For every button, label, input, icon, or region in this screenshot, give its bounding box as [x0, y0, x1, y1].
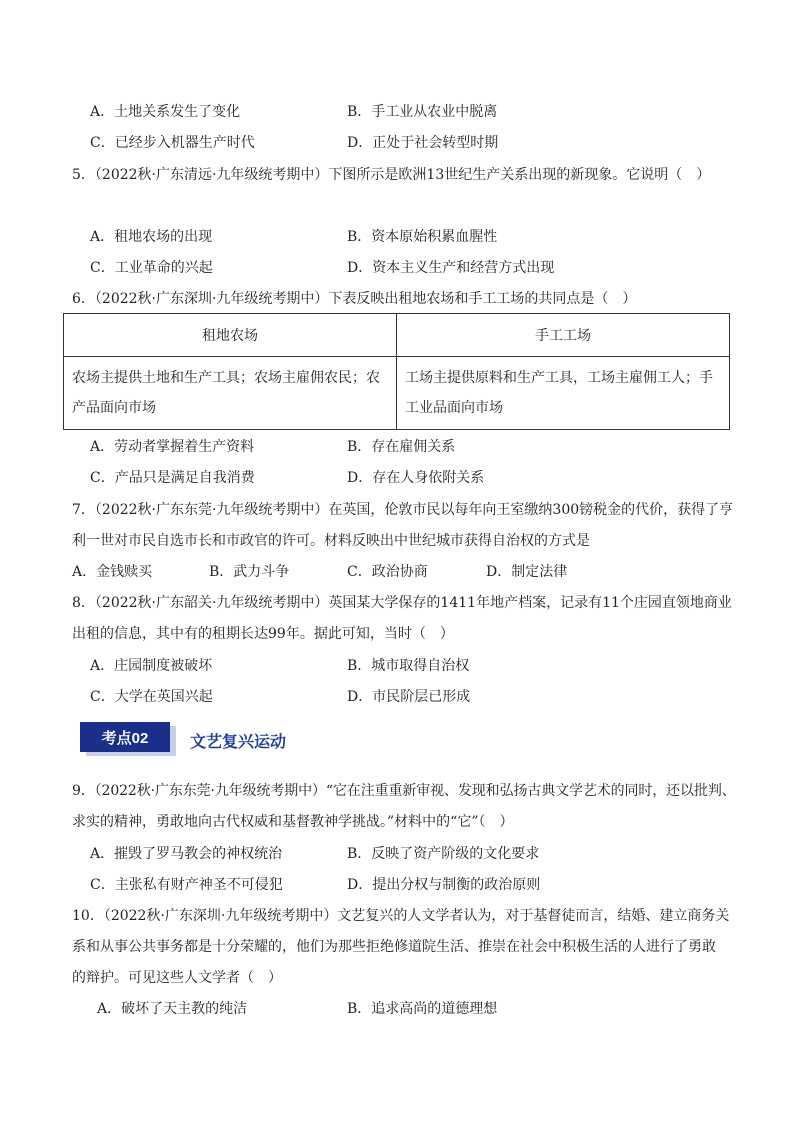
q9-option-a: A．摧毁了罗马教会的神权统治 [90, 846, 283, 862]
q10-stem-line3: 的辩护。可见这些人文学者（ ） [72, 970, 282, 986]
table-header-farm: 租地农场 [64, 314, 397, 357]
q6-option-a: A．劳动者掌握着生产资料 [90, 439, 255, 455]
q4-option-a: A．土地关系发生了变化 [90, 104, 241, 120]
q7-option-d: D．制定法律 [486, 564, 568, 580]
table-header-workshop: 手工工场 [397, 314, 730, 357]
table-cell-workshop: 工场主提供原料和生产工具，工场主雇佣工人；手工业品面向市场 [397, 357, 730, 430]
q4-option-b: B．手工业从农业中脱离 [347, 104, 498, 120]
q7-stem-line2: 利一世对市民自选市长和市政官的许可。材料反映出中世纪城市获得自治权的方式是 [72, 533, 590, 549]
section-badge [80, 722, 176, 756]
section-title: 文艺复兴运动 [190, 732, 287, 751]
section-badge-label: 考点02 [101, 730, 149, 747]
q9-option-c: C．主张私有财产神圣不可侵犯 [90, 877, 283, 893]
q9-stem-line2: 求实的精神，勇敢地向古代权威和基督教神学挑战。”材料中的“它”（ ） [72, 814, 514, 830]
q10-stem-line2: 系和从事公共事务都是十分荣耀的，他们为那些拒绝修道院生活、推崇在社会中积极生活的人进行了勇敢 [72, 939, 716, 955]
q6-stem: 6．（2022秋·广东深圳·九年级统考期中）下表反映出租地农场和手工工场的共同点是（ ） [72, 291, 637, 307]
q9-stem-line1: 9．（2022秋·广东东莞·九年级统考期中）“它在注重重新审视、发现和弘扬古典文学艺术的同时，还以批判、 [72, 783, 736, 799]
q6-option-b: B．存在雇佣关系 [347, 439, 456, 455]
q5-option-d: D．资本主义生产和经营方式出现 [347, 260, 555, 276]
q9-option-d: D．提出分权与制衡的政治原则 [347, 877, 541, 893]
q5-option-a: A．租地农场的出现 [90, 229, 213, 245]
q4-option-d: D．正处于社会转型时期 [347, 135, 499, 151]
q7-stem-line1: 7．（2022秋·广东东莞·九年级统考期中）在英国，伦敦市民以每年向王室缴纳300镑税金的代价，获得了亨 [72, 502, 734, 518]
q7-option-a: A．金钱赎买 [72, 564, 153, 580]
q5-option-b: B．资本原始积累血腥性 [347, 229, 498, 245]
q5-option-c: C．工业革命的兴起 [90, 260, 213, 276]
q8-stem-line2: 出租的信息，其中有的租期长达99年。据此可知，当时（ ） [72, 626, 454, 642]
q8-option-d: D．市民阶层已形成 [347, 689, 471, 705]
q6-option-c: C．产品只是满足自我消费 [90, 470, 255, 486]
q8-option-a: A．庄园制度被破坏 [90, 658, 213, 674]
q5-stem: 5．（2022秋·广东清远·九年级统考期中）下图所示是欧洲13世纪生产关系出现的新现象。它说明（ ） [72, 167, 711, 183]
q4-option-c: C．已经步入机器生产时代 [90, 135, 255, 151]
q8-option-b: B．城市取得自治权 [347, 658, 470, 674]
q10-stem-line1: 10．（2022秋·广东深圳·九年级统考期中）文艺复兴的人文学者认为，对于基督徒而言，结婚、建立商务关 [72, 908, 730, 924]
q6-comparison-table [63, 313, 730, 430]
q8-option-c: C．大学在英国兴起 [90, 689, 213, 705]
q9-option-b: B．反映了资产阶级的文化要求 [347, 846, 540, 862]
table-cell-farm: 农场主提供土地和生产工具；农场主雇佣农民；农产品面向市场 [64, 357, 397, 430]
q6-option-d: D．存在人身依附关系 [347, 470, 485, 486]
q10-option-a: A．破坏了天主教的纯洁 [97, 1001, 248, 1017]
q8-stem-line1: 8．（2022秋·广东韶关·九年级统考期中）英国某大学保存的1411年地产档案，记录有11个庄园直领地商业 [72, 595, 732, 611]
q7-option-c: C．政治协商 [347, 564, 428, 580]
q7-option-b: B．武力斗争 [209, 564, 290, 580]
q10-option-b: B．追求高尚的道德理想 [347, 1001, 498, 1017]
